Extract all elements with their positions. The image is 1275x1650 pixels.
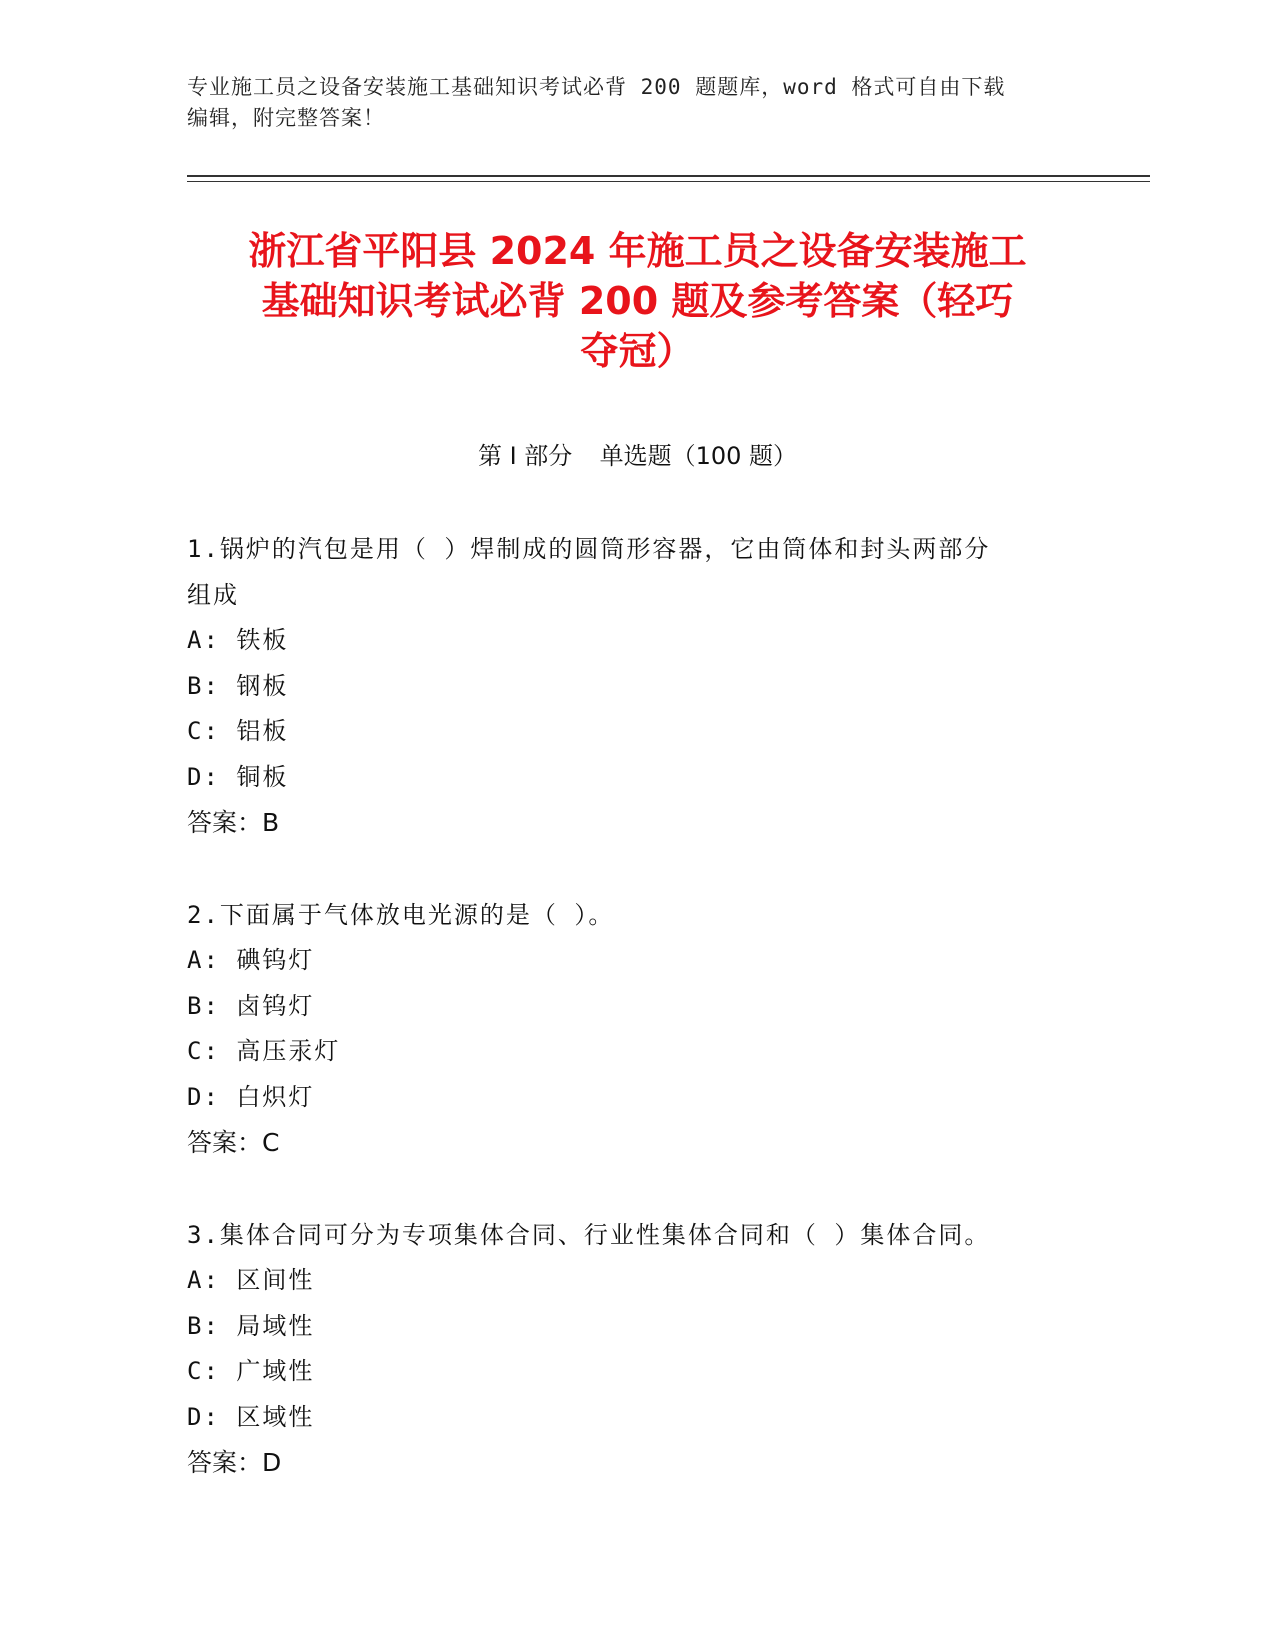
question-list bbox=[187, 527, 1087, 1533]
option-d bbox=[187, 1395, 1087, 1441]
question-stem-continued: 组成 bbox=[187, 580, 239, 609]
option-text: 铜板 bbox=[236, 762, 289, 791]
header-line-1: 专业施工员之设备安装施工基础知识考试必背 200 题题库，word 格式可自由下载 bbox=[187, 75, 1006, 99]
option-text: 卤钨灯 bbox=[236, 991, 315, 1020]
option-key: B: bbox=[187, 1311, 220, 1340]
option-key: D: bbox=[187, 762, 220, 791]
option-a bbox=[187, 618, 1087, 664]
option-d bbox=[187, 755, 1087, 801]
option-c bbox=[187, 1349, 1087, 1395]
option-text: 区域性 bbox=[236, 1402, 315, 1431]
option-text: 白炽灯 bbox=[236, 1082, 315, 1111]
option-key: B: bbox=[187, 671, 220, 700]
option-key: A: bbox=[187, 946, 220, 974]
answer: 答案：C bbox=[187, 1128, 280, 1157]
header-rule-thick bbox=[187, 175, 1150, 177]
title-line-2: 基础知识考试必背 200 题及参考答案（轻巧 bbox=[261, 279, 1014, 323]
option-key: A: bbox=[187, 1266, 220, 1294]
option-b bbox=[187, 984, 1087, 1030]
question-1 bbox=[187, 527, 1087, 846]
question-3 bbox=[187, 1213, 1087, 1486]
question-2 bbox=[187, 893, 1087, 1166]
section-heading bbox=[0, 436, 1275, 471]
question-stem: 2.下面属于气体放电光源的是（ ）。 bbox=[187, 900, 615, 929]
answer: 答案：D bbox=[187, 1448, 282, 1477]
option-key: C: bbox=[187, 1037, 220, 1065]
option-d bbox=[187, 1075, 1087, 1121]
option-text: 铝板 bbox=[236, 717, 289, 745]
option-key: C: bbox=[187, 1357, 220, 1385]
option-key: B: bbox=[187, 991, 220, 1020]
option-a bbox=[187, 1258, 1087, 1304]
header-line-2: 编辑，附完整答案！ bbox=[187, 106, 385, 130]
question-stem: 1.锅炉的汽包是用（ ）焊制成的圆筒形容器，它由筒体和封头两部分 bbox=[187, 535, 991, 563]
option-key: C: bbox=[187, 717, 220, 745]
option-b bbox=[187, 1304, 1087, 1350]
option-key: A: bbox=[187, 626, 220, 654]
option-text: 局域性 bbox=[236, 1311, 315, 1340]
option-a bbox=[187, 938, 1087, 984]
option-c bbox=[187, 1029, 1087, 1075]
option-b bbox=[187, 664, 1087, 710]
title-line-1: 浙江省平阳县 2024 年施工员之设备安装施工 bbox=[248, 229, 1027, 273]
title-line-3: 夺冠） bbox=[580, 329, 695, 373]
question-stem: 3.集体合同可分为专项集体合同、行业性集体合同和（ ）集体合同。 bbox=[187, 1220, 991, 1249]
option-key: D: bbox=[187, 1402, 220, 1431]
answer: 答案：B bbox=[187, 808, 280, 837]
option-text: 广域性 bbox=[236, 1357, 315, 1385]
document-header bbox=[187, 72, 1067, 134]
document-title bbox=[180, 226, 1095, 376]
option-text: 碘钨灯 bbox=[236, 946, 315, 974]
section-name: 单选题（100 题） bbox=[599, 442, 798, 470]
option-text: 钢板 bbox=[236, 671, 289, 700]
section-part: 第 I 部分 bbox=[477, 442, 573, 470]
option-text: 区间性 bbox=[236, 1266, 315, 1294]
option-key: D: bbox=[187, 1082, 220, 1111]
option-text: 铁板 bbox=[236, 626, 289, 654]
header-rule-thin bbox=[187, 181, 1150, 182]
option-c bbox=[187, 709, 1087, 755]
option-text: 高压汞灯 bbox=[236, 1037, 341, 1065]
